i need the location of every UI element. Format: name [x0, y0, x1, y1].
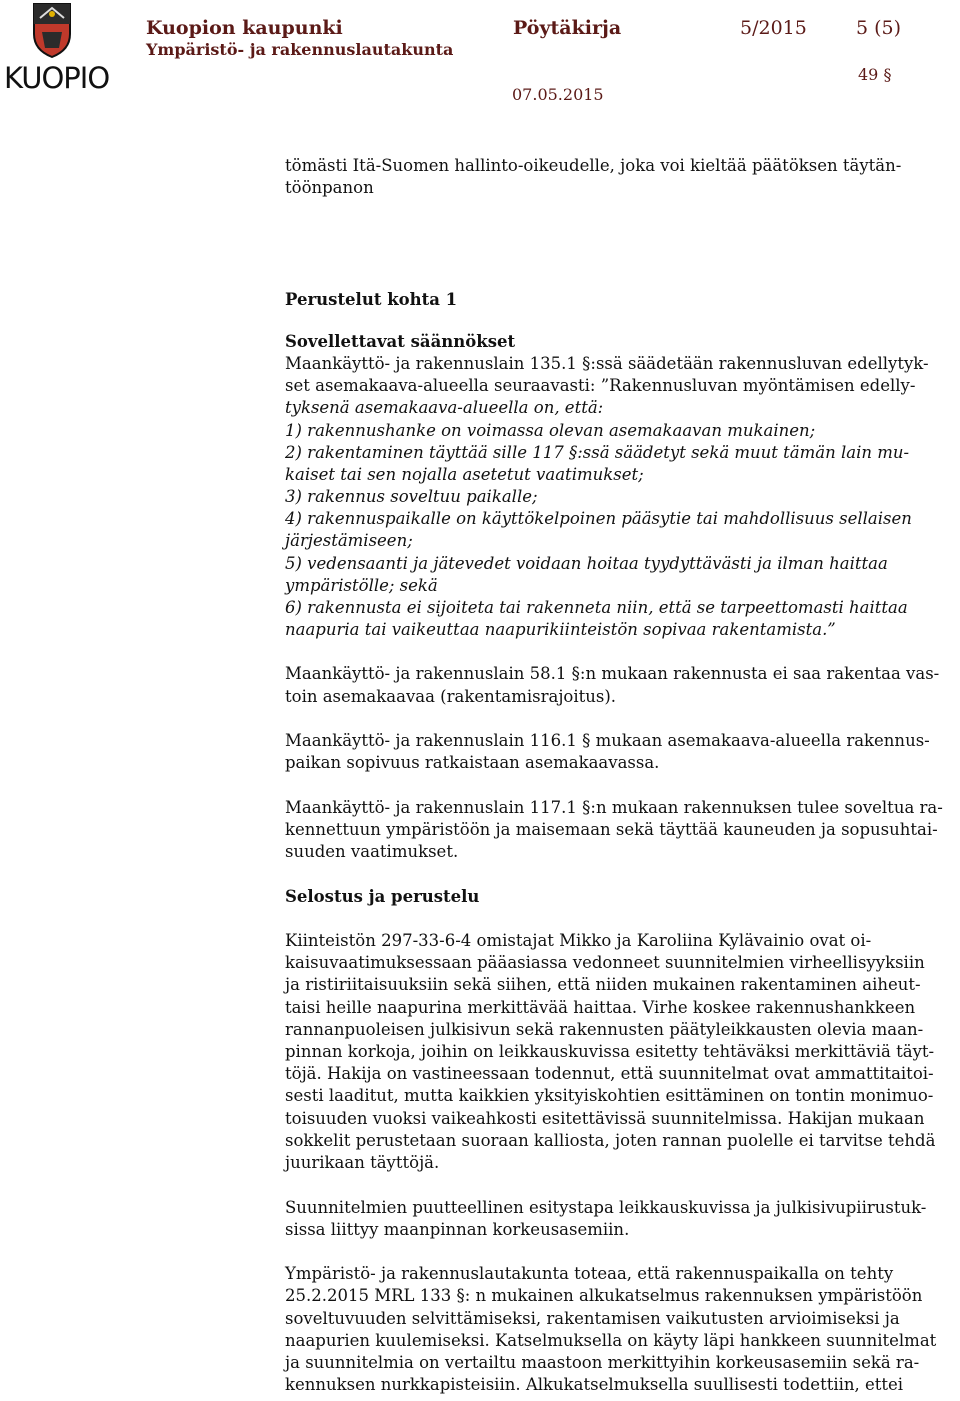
section-number: 49 §: [858, 65, 892, 84]
paragraph-line: toisuuden vuoksi vaikeahkosti esitettävissä suunnitelmissa. Hakijan mukaan: [285, 1109, 925, 1128]
paragraph-line: kennuksen nurkkapisteisiin. Alkukatselmuksella suullisesti todettiin, ettei: [285, 1375, 904, 1394]
paragraph-line: sesti laaditut, mutta kaikkien yksityiskohtien esittäminen on tontin monimuo-: [285, 1086, 934, 1105]
law-135-line: 2) rakentaminen täyttää sille 117 §:ssä säädetyt sekä muut tämän lain mu-: [285, 443, 910, 462]
law-117-line: Maankäyttö- ja rakennuslain 117.1 §:n mukaan rakennuksen tulee soveltua ra-: [285, 798, 943, 817]
paragraph-line: naapurien kuulemiseksi. Katselmuksella on käyty läpi hankkeen suunnitelmat: [285, 1331, 937, 1350]
kuopio-logo: [4, 2, 110, 98]
law-135-line: järjestämiseen;: [285, 531, 413, 550]
intro-line: töönpanon: [285, 178, 374, 197]
law-135-line: 1) rakennushanke on voimassa olevan asemakaavan mukainen;: [285, 421, 816, 440]
paragraph-line: pinnan korkoja, joihin on leikkauskuvissa esitetty tehtäväksi merkittäviä täyt-: [285, 1042, 935, 1061]
heading-sovellettavat: Sovellettavat säännökset: [285, 332, 516, 351]
law-116-line: Maankäyttö- ja rakennuslain 116.1 § mukaan asemakaava-alueella rakennus-: [285, 731, 930, 750]
paragraph-line: Suunnitelmien puutteellinen esitystapa leikkauskuvissa ja julkisivupiirustuk-: [285, 1198, 927, 1217]
page-number: 5 (5): [856, 17, 902, 39]
paragraph-line: 25.2.2015 MRL 133 §: n mukainen alkukatselmus rakennuksen ympäristöön: [285, 1286, 923, 1305]
paragraph-line: rannanpuoleisen julkisivun sekä rakennusten päätyleikkausten olevia maan-: [285, 1020, 924, 1039]
paragraph-line: töjä. Hakija on vastineessaan todennut, että suunnitelmat ovat ammattitaitoi-: [285, 1064, 934, 1083]
coat-of-arms-icon: [32, 2, 72, 58]
city-name: Kuopion kaupunki: [146, 17, 343, 39]
paragraph-line: ja suunnitelmia on vertailtu maastoon merkittyihin korkeusasemiin sekä ra-: [285, 1353, 920, 1372]
heading-perustelut: Perustelut kohta 1: [285, 290, 458, 309]
law-58-line: toin asemakaavaa (rakentamisrajoitus).: [285, 687, 617, 706]
paragraph-line: taisi heille naapurina merkittävää haittaa. Virhe koskee rakennushankkeen: [285, 998, 916, 1017]
paragraph-line: ja ristiriitaisuuksiin sekä siihen, että niiden mukainen rakentaminen aiheut-: [285, 975, 921, 994]
intro-line: tömästi Itä-Suomen hallinto-oikeudelle, joka voi kieltää päätöksen täytän-: [285, 156, 902, 175]
document-date: 07.05.2015: [512, 85, 604, 104]
heading-selostus: Selostus ja perustelu: [285, 887, 480, 906]
paragraph-line: Kiinteistön 297-33-6-4 omistajat Mikko ja Karoliina Kylävainio ovat oi-: [285, 931, 872, 950]
paragraph-line: kaisuvaatimuksessaan pääasiassa vedonneet suunnitelmien virheellisyyksiin: [285, 953, 925, 972]
paragraph-line: juurikaan täyttöjä.: [285, 1153, 440, 1172]
paragraph-line: soveltuvuuden selvittämiseksi, rakentamisen vaikutusten arvioimiseksi ja: [285, 1309, 900, 1328]
law-135-line: 4) rakennuspaikalle on käyttökelpoinen pääsytie tai mahdollisuus sellaisen: [285, 509, 912, 528]
law-135-line: 3) rakennus soveltuu paikalle;: [285, 487, 538, 506]
paragraph-line: sokkelit perustetaan suoraan kalliosta, joten rannan puolelle ei tarvitse tehdä: [285, 1131, 936, 1150]
law-117-line: kennettuun ympäristöön ja maisemaan sekä täyttää kauneuden ja sopusuhtai-: [285, 820, 938, 839]
committee-name: Ympäristö- ja rakennuslautakunta: [146, 40, 454, 59]
paragraph-line: Ympäristö- ja rakennuslautakunta toteaa, että rakennuspaikalla on tehty: [285, 1264, 894, 1283]
law-135-line: kaiset tai sen nojalla asetetut vaatimukset;: [285, 465, 644, 484]
law-58-line: Maankäyttö- ja rakennuslain 58.1 §:n mukaan rakennusta ei saa rakentaa vas-: [285, 664, 940, 683]
document-type: Pöytäkirja: [513, 17, 622, 39]
law-135-line: Maankäyttö- ja rakennuslain 135.1 §:ssä säädetään rakennusluvan edellytyk-: [285, 354, 929, 373]
law-135-line: naapuria tai vaikeuttaa naapurikiinteistön sopivaa rakentamista.”: [285, 620, 836, 639]
law-135-line: ympäristölle; sekä: [285, 576, 438, 595]
law-117-line: suuden vaatimukset.: [285, 842, 459, 861]
law-135-line: set asemakaava-alueella seuraavasti: ”Rakennusluvan myöntämisen edelly-: [285, 376, 916, 395]
law-135-line: tyksenä asemakaava-alueella on, että:: [285, 398, 604, 417]
logo-text: KUOPIO: [4, 61, 110, 95]
law-135-line: 5) vedensaanti ja jätevedet voidaan hoitaa tyydyttävästi ja ilman haittaa: [285, 554, 888, 573]
document-number: 5/2015: [740, 17, 807, 39]
law-116-line: paikan sopivuus ratkaistaan asemakaavassa.: [285, 753, 660, 772]
paragraph-line: sissa liittyy maanpinnan korkeusasemiin.: [285, 1220, 630, 1239]
law-135-line: 6) rakennusta ei sijoiteta tai rakenneta niin, että se tarpeettomasti haittaa: [285, 598, 908, 617]
